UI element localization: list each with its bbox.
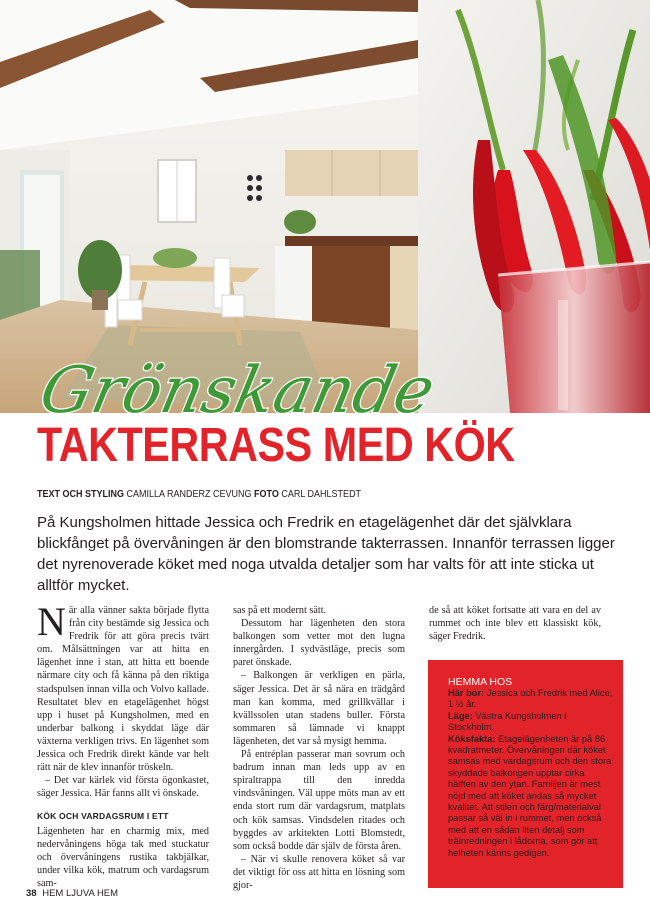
body-paragraph: Lägenheten har en charmig mix, med nedervåningens höga tak med stuckatur och övervåningens rustika takbjälkar, under vilka kök, matrum och vardagsrum sam- — [37, 825, 209, 889]
body-text: är alla vänner sakta började flytta från city bestämde sig Jessica och Fredrik för att göra precis tvärt om. Målsättningen var att hitta en lägenhet inne i stan, att hitta ett boende närmare city och få känna på den riktiga stadspulsen innan villa och Volvo kallade. Resultatet blev en etagelägenhet högst upp i huset på Kungsholmen, med en underbar balkong i skyddat läge där växterna verkligen trivs. En lägenhet som Jessica och Fredrik direkt kände var helt rätt när de klev innanför tröskeln. — [37, 605, 209, 774]
fact-value: Västra Kungsholmen i Stockholm. — [448, 710, 567, 733]
body-paragraph: Dessutom har lägenheten den stora balkongen som vetter mot den lugna innergården. I sydvästläge, precis som paret önskade. — [233, 618, 405, 669]
fact-label: Köksfakta: — [448, 733, 496, 744]
body-column-2 — [233, 604, 405, 892]
body-paragraph — [37, 599, 209, 774]
body-paragraph: – Det var kärlek vid första ögonkastet, säger Jessica. Här fanns allt vi önskade. — [37, 775, 209, 800]
fact-box — [428, 660, 623, 888]
chili-peppers-photo — [418, 0, 650, 413]
fact-value: Jessica och Fredrik med Alice, 1 ½ år. — [448, 688, 613, 710]
fact-residents — [448, 688, 614, 711]
page-footer — [26, 888, 118, 899]
fact-box-title: HEMMA HOS — [448, 676, 513, 688]
body-paragraph: På entréplan passerar man sovrum och badrum innan man leds upp av en spiraltrappa till den inredda vindsvåningen. Väl uppe möts man av ett enda stort rum där vardagsrum, matplats och kök samsas. Vindsdelen ritades och byggdes av arkitekten Lotti Blomstedt, som också bodde där själv de första åren. — [233, 749, 405, 852]
body-paragraph: sas på ett modernt sätt. — [233, 605, 327, 616]
fact-box-body — [448, 688, 614, 859]
fact-value: Etagelägenheten är på 86 kvadratmeter. Övervåningen där köket samsas med vardagsrum och den stora skyddade balkongen upptar cirka hälften av den ytan. Familjen är mest nöjd med att köket andas så mycket kvalitet. Att stilen och färg/materialval passar så väl in i rummet, men också med att en sådan liten detalj som trälnredningen i lådorna, som gör att helheten känns gedigen. — [448, 733, 612, 858]
body-column-1 — [37, 599, 209, 890]
page-number: 38 — [26, 888, 37, 899]
fact-label: Läge: — [448, 710, 473, 721]
script-title — [30, 352, 450, 428]
fact-location — [448, 711, 614, 734]
script-title-text: Grönskande — [33, 353, 441, 428]
photo-credit-name: CARL DAHLSTEDT — [281, 489, 362, 500]
photo-credit-label: FOTO — [254, 489, 279, 500]
fact-label: Här bor: — [448, 688, 485, 698]
text-credit-name: CAMILLA RANDERZ CEVUNG — [126, 489, 252, 500]
body-paragraph: – Balkongen är verkligen en pärla, säger Jessica. Det är så nära en trädgård man kan komma, med grillkvällar i kvällssolen utan stadens buller. Första sommaren så lämnade vi knappt lägenheten, det var så mysigt hemma. — [233, 670, 405, 747]
body-paragraph: de så att köket fortsatte att vara en del av rummet och inte blev ett klassiskt kök, säger Fredrik. — [429, 605, 601, 643]
fact-kitchen — [448, 734, 614, 859]
drop-cap: N — [37, 599, 66, 644]
headline: TAKTERRASS MED KÖK — [37, 419, 515, 472]
body-paragraph: – När vi skulle renovera köket så var det viktigt för oss att hitta en lösning som gjor- — [233, 853, 405, 891]
section-subhead: KÖK OCH VARDAGSRUM I ETT — [37, 811, 169, 822]
ingress-paragraph: På Kungsholmen hittade Jessica och Fredrik en etagelägenhet där det självklara blickfånget på övervåningen är den blomstrande takterrassen. Innanför terrassen ligger det nyrenoverade köket med noga utvalda detaljer som har valts för att inte sticka ut alltför mycket. — [37, 514, 615, 594]
byline — [37, 489, 361, 500]
body-column-3 — [429, 604, 601, 643]
magazine-name: HEM LJUVA HEM — [42, 888, 119, 899]
text-credit-label: TEXT OCH STYLING — [37, 489, 125, 500]
